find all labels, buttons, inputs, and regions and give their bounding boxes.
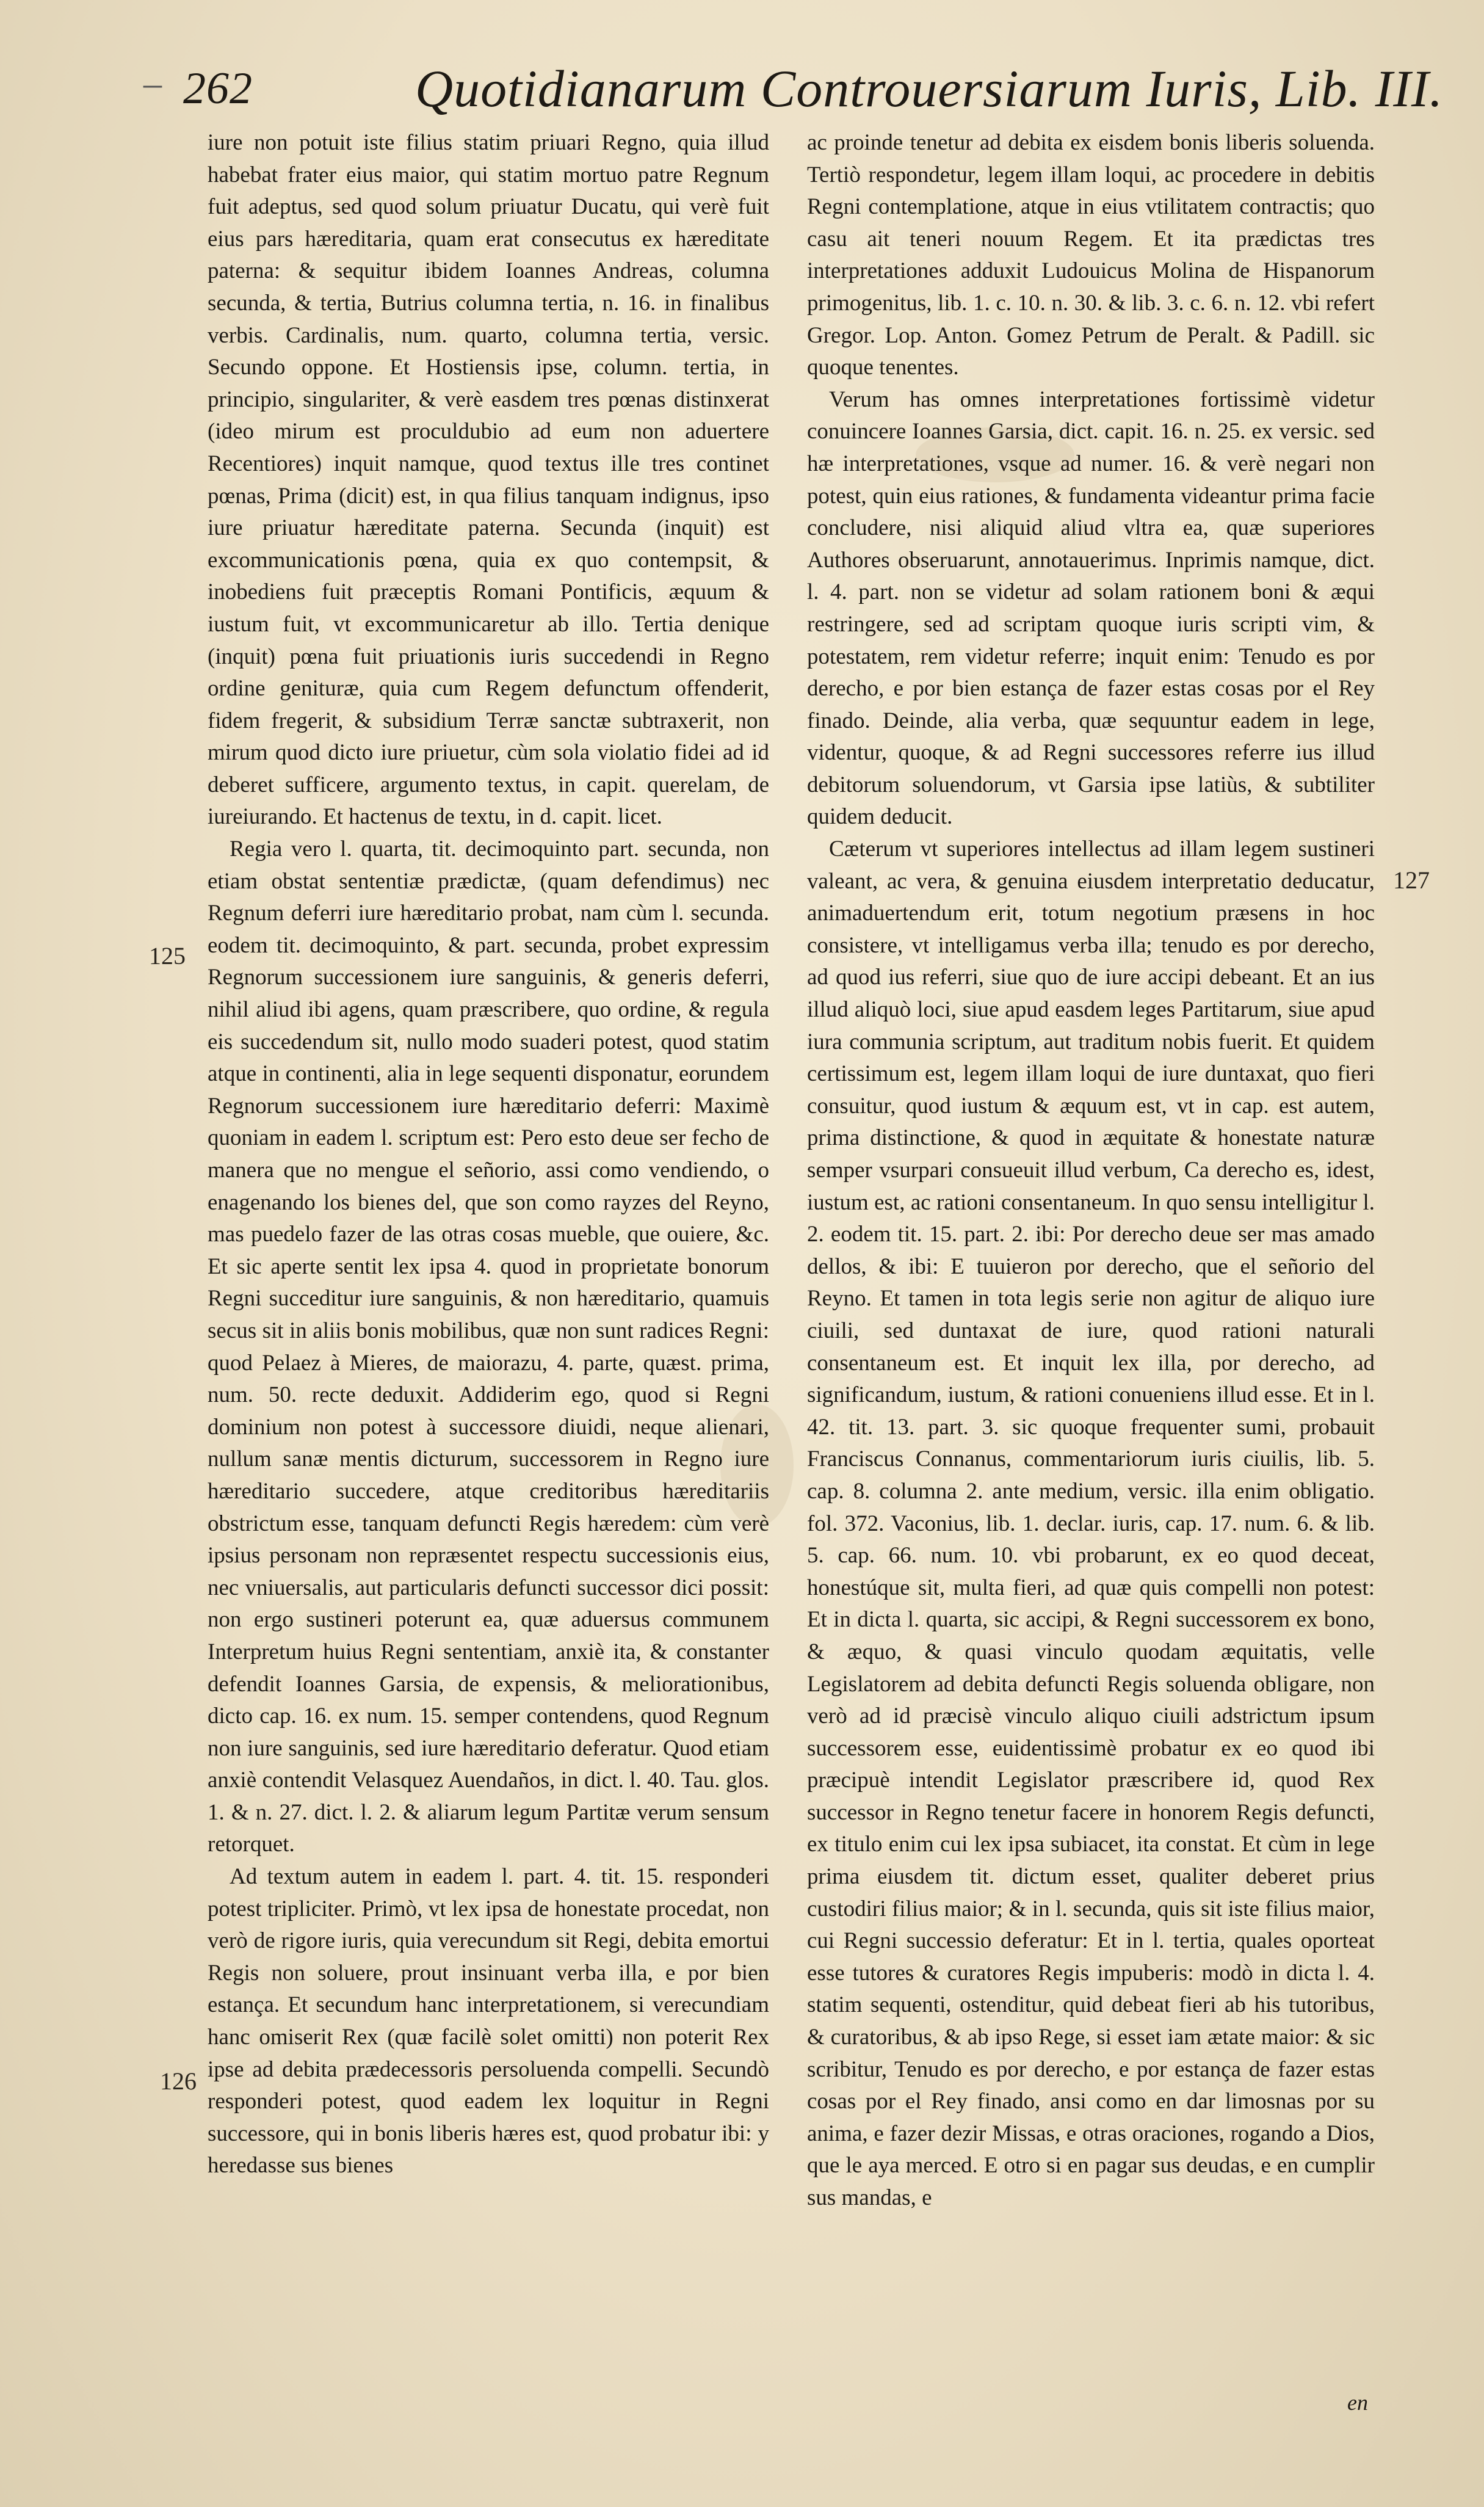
paragraph: Verum has omnes interpretationes fortissimè videtur conuincere Ioannes Garsia, dict. capit. 16. n. 25. ex versic. sed hæ interpretationes, vsque ad numer. 16. & verè negari non potest, quin eius rationes, & fundamenta videantur prima facie concludere, nisi aliquid aliud vltra ea, quæ superiores Authores obseruarunt, annotauerimus. Inprimis namque, dict. l. 4. part. non se videtur ad solam rationem boni & æqui restringere, sed ad scriptam quoque iuris scripti vim, & potestatem, rem videtur referre; inquit enim: Tenudo es por derecho, e por bien estança de fazer estas cosas por el Rey finado. Deinde, alia verba, quæ sequuntur eadem in lege, videntur, quoque, & ad Regni successores referre ius illud debitorum soluendorum, vt Garsia ipse latiùs, & subtiliter quidem deducit. xyxy=(807,386,1375,830)
margin-number: 125 xyxy=(149,942,186,970)
margin-number: 127 xyxy=(1393,866,1430,894)
page-number: 262 xyxy=(183,63,253,114)
page-header xyxy=(183,58,1444,119)
left-column xyxy=(208,127,769,2182)
catchword: en xyxy=(1347,2390,1368,2415)
running-title: Quotidianarum Controuersiarum Iuris, Lib. III. xyxy=(415,59,1444,118)
paragraph: ac proinde tenetur ad debita ex eisdem bonis liberis soluenda. Tertiò respondetur, legem illam loqui, ac procedere in debitis Regni contemplatione, atque in eius vtilitatem contractis; quo casu ait teneri nouum Regem. Et ita prædictas tres interpretationes adduxit Ludouicus Molina de Hispanorum primogenitus, lib. 1. c. 10. n. 30. & lib. 3. c. 6. n. 12. vbi refert Gregor. Lop. Anton. Gomez Petrum de Peralt. & Padill. sic quoque tenentes. xyxy=(807,130,1375,380)
margin-number: 126 xyxy=(160,2067,197,2095)
right-column xyxy=(807,127,1375,2215)
paragraph: Ad textum autem in eadem l. part. 4. tit. 15. responderi potest tripliciter. Primò, vt lex ipsa de honestate procedat, non verò de rigore iuris, quia verecundum sit Regi, debita emortui Regis non soluere, prout insinuant verba illa, e por bien estança. Et secundum hanc interpretationem, si verecundiam hanc omiserit Rex (quæ facilè solet omitti) non poterit Rex ipse ad debita prædecessoris persoluenda compelli. Secundò responderi potest, quod eadem lex loquitur in Regni successore, qui in bonis liberis hæres est, quod probatur ibi: y heredasse sus bienes xyxy=(208,1864,769,2179)
paragraph: Regia vero l. quarta, tit. decimoquinto part. secunda, non etiam obstat sententiæ prædictæ, (quam defendimus) nec Regnum deferri iure hæreditario probat, nam cùm l. secunda. eodem tit. decimoquinto, & part. secunda, probet expressim Regnorum successionem iure sanguinis, & generis deferri, nihil aliud ibi agens, quam præscribere, quo ordine, & regula eis succedendum sit, nullo modo suaderi potest, quod statim atque in continenti, alia in lege sequenti disponatur, eorundem Regnorum successionem iure hæreditario deferri: Maximè quoniam in eadem l. scriptum est: Pero esto deue ser fecho de manera que no mengue el señorio, assi como vendiendo, o enagenando los bienes del, que son como rayzes del Reyno, mas puedelo fazer de las otras cosas mueble, que ouiere, &c. Et sic aperte sentit lex ipsa 4. quod in proprietate bonorum Regni succeditur iure sanguinis, & non hæreditario, quamuis secus sit in aliis bonis mobilibus, quæ non sunt radices Regni: quod Pelaez à Mieres, de maiorazu, 4. parte, quæst. prima, num. 50. recte deduxit. Addiderim ego, quod si Regni dominium non potest à successore diuidi, neque alienari, nullum sanæ mentis dicturum, successorem in Regno iure hæreditario succedere, atque creditoribus hæreditariis obstrictum esse, tanquam defuncti Regis hæredem: cùm verè ipsius personam non repræsentet respectu successionis eius, nec vniuersalis, aut particularis defuncti successor dici possit: non ergo sustineri poterunt ea, quæ aduersus communem Interpretum huius Regni sententiam, anxiè ita, & constanter defendit Ioannes Garsia, de expensis, & meliorationibus, dicto cap. 16. ex num. 15. semper contendens, quod Regnum non iure sanguinis, sed iure hæreditario deferatur. Quod etiam anxiè contendit Velasquez Auendaños, in dict. l. 40. Tau. glos. 1. & n. 27. dict. l. 2. & aliarum legum Partitæ verum sensum retorquet. xyxy=(208,836,769,1857)
margin-dash: – xyxy=(143,63,162,103)
paragraph: Cæterum vt superiores intellectus ad illam legem sustineri valeant, ac vera, & genuina eiusdem interpretatio deducatur, animaduertendum erit, totum negotium præsens in hoc consistere, vt intelligamus verba illa; tenudo es por derecho, ad quod ius referri, siue quo de iure accipi debeant. Et an ius illud aliquò loci, siue apud easdem leges Partitarum, siue apud iura communia scriptum, aut traditum nobis fuerit. Et quidem certissimum est, legem illam loqui de iure duntaxat, quo fieri consuitur, quod iustum & æquum est, vt in cap. est autem, prima distinctione, & quod in æquitate & honestate naturæ semper vsurpari consueuit illud verbum, Ca derecho es, idest, iustum est, ac rationi consentaneum. In quo sensu intelligitur l. 2. eodem tit. 15. part. 2. ibi: Por derecho deue ser mas amado dellos, & ibi: E tuuieron por derecho, que el señorio del Reyno. Et tamen in tota legis serie non agitur de aliquo iure ciuili, sed duntaxat de iure, quod rationi naturali consentaneum est. Et inquit lex illa, por derecho, ad significandum, iustum, & rationi conueniens illud esse. Et in l. 42. tit. 13. part. 3. sic quoque frequenter sumi, probauit Franciscus Connanus, commentariorum iuris ciuilis, lib. 5. cap. 8. columna 2. ante medium, versic. illa enim obligatio. fol. 372. Vaconius, lib. 1. declar. iuris, cap. 17. num. 6. & lib. 5. cap. 66. num. 10. vbi probarunt, ex eo quod deceat, honestúque sit, multa fieri, ad quæ quis compelli non potest: Et in dicta l. quarta, sic accipi, & Regni successorem ex bono, & æquo, & quasi vinculo quodam æquitatis, velle Legislatorem ad debita defuncti Regis soluenda obligare, non verò ad id præcisè vinculo aliquo ciuili adstrictum ipsum successorem esse, euidentissimè probatur ex eo quod ibi præcipuè intendit Legislator præscribere id, quod Rex successor in Regno tenetur facere in honorem Regis defuncti, ex titulo enim cui lex ipsa subiacet, ita constat. Et cùm in lege prima eiusdem tit. dictum esset, qualiter deberet prius custodiri filius maior; & in l. secunda, quis sit iste filius maior, cui Regni successio deferatur: Et in l. tertia, quales oporteat esse tutores & curatores Regis impuberis: modò in dicta l. 4. statim sequenti, ostenditur, quid debeat fieri ab his tutoribus, & curatoribus, & ab ipso Rege, si esset iam ætate maior: & sic scribitur, Tenudo es por derecho, e por estança de fazer estas cosas por el Rey finado, ansi como en dar limosnas por su anima, e fazer dezir Missas, e otras oraciones, rogando a Dios, que le aya merced. E otro si en pagar sus deudas, e en cumplir sus mandas, e xyxy=(807,836,1375,2210)
paragraph: iure non potuit iste filius statim priuari Regno, quia illud habebat frater eius maior, qui statim mortuo patre Regnum fuit adeptus, sed quod solum priuatur Ducatu, qui verè fuit eius pars hæreditaria, quam erat consecutus ex hæreditate paterna: & sequitur ibidem Ioannes Andreas, columna secunda, & tertia, Butrius columna tertia, n. 16. in finalibus verbis. Cardinalis, num. quarto, columna tertia, versic. Secundo oppone. Et Hostiensis ipse, column. tertia, in principio, singulariter, & verè easdem tres pœnas distinxerat (ideo mirum est proculdubio ad eum non aduertere Recentiores) inquit namque, quod textus ille tres continet pœnas, Prima (dicit) est, in qua filius tanquam indignus, ipso iure priuatur hæreditate paterna. Secunda (inquit) est excommunicationis pœna, quia ex quo contempsit, & inobediens fuit præceptis Romani Pontificis, æquum & iustum fuit, vt excommunicaretur ab illo. Tertia denique (inquit) pœna fuit priuationis iuris succedendi in Regno ordine genituræ, quia cum Regem defunctum offenderit, fidem fregerit, & subsidium Terræ sanctæ subtraxerit, non mirum quod dicto iure priuetur, cùm sola violatio fidei ad id deberet sufficere, argumento textus, in capit. querelam, de iureiurando. Et hactenus de textu, in d. capit. licet. xyxy=(208,130,769,830)
